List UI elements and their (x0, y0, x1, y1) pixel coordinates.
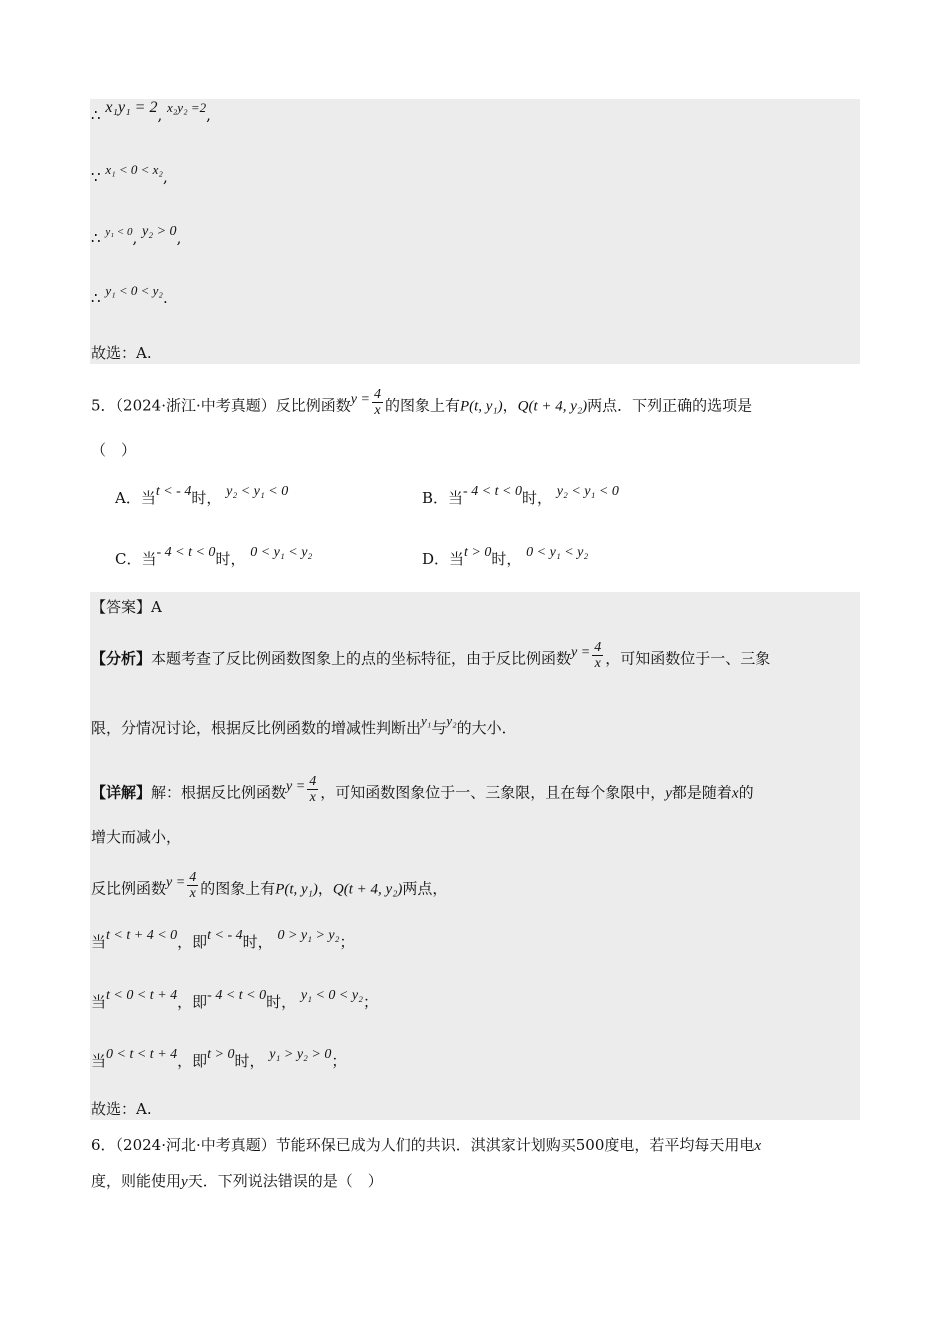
case-text: 时， (242, 933, 273, 951)
equation: x₁y₁ = 2 (105, 99, 158, 116)
option-text: 时， (215, 550, 246, 568)
question-6-line-2 (91, 1171, 383, 1192)
analysis-text: ，可知函数位于一、三象 (605, 649, 771, 668)
option-text: 时， (191, 489, 222, 507)
solution-line-1 (91, 99, 211, 126)
question-text: 天．下列说法错误的是（ ） (187, 1172, 383, 1190)
variable-y: y (665, 785, 672, 802)
separator: ， (317, 879, 333, 898)
case-text: ，即 (177, 933, 208, 951)
question-6-line-1 (91, 1135, 761, 1156)
question-text: 两点．下列正确的选项是 (587, 396, 753, 415)
case-text: 当 (91, 1052, 107, 1070)
option-condition: - 4 < t < 0 (463, 484, 522, 499)
detail-line-1 (91, 774, 754, 809)
case-line-2 (91, 988, 378, 1014)
comma: , (162, 168, 168, 186)
comma: , (176, 229, 182, 247)
option-d[interactable] (422, 545, 589, 571)
denominator: x (594, 656, 601, 671)
therefore-symbol: ∴ (91, 289, 101, 307)
case-line-1 (91, 928, 355, 954)
function-lhs: y = (350, 391, 370, 407)
option-label: D．当 (422, 550, 465, 568)
detail-text: 反比例函数 (91, 879, 167, 898)
period: . (162, 289, 168, 307)
case-condition: t > 0 (207, 1047, 235, 1062)
point-p: P(t, y₁) (275, 881, 318, 898)
option-label: C．当 (115, 550, 157, 568)
numerator: 4 (189, 870, 197, 885)
analysis-text: 本题考查了反比例函数图象上的点的坐标特征，由于反比例函数 (151, 649, 572, 668)
option-condition: t < - 4 (155, 484, 192, 499)
case-end: ； (362, 993, 378, 1011)
function-lhs: y = (286, 778, 306, 794)
question-5-stem (91, 387, 753, 422)
case-end: ； (339, 933, 355, 951)
numerator: 4 (594, 640, 602, 655)
analysis-text: 的大小． (456, 719, 517, 737)
case-text: ，即 (177, 993, 208, 1011)
inequality: x₁ < 0 < x₂ (105, 162, 163, 177)
detail-text: 解：根据反比例函数 (151, 783, 287, 802)
detail-label: 【详解】 (91, 783, 152, 802)
fraction-4-over-x (372, 387, 383, 418)
detail-text: 的图象上有 (200, 879, 276, 898)
fraction-4-over-x (307, 774, 318, 805)
y1: y₁ (421, 713, 432, 728)
case-result: y₁ < 0 < y₂ (300, 988, 363, 1003)
denominator: x (309, 790, 316, 805)
question-text: 6．（2024·河北·中考真题）节能环保已成为人们的共识．淇淇家计划购买500度电，若平均每天用电 (91, 1136, 755, 1154)
case-result: 0 > y₁ > y₂ (277, 928, 340, 943)
option-result: 0 < y₁ < y₂ (250, 545, 313, 560)
option-b[interactable] (422, 484, 619, 510)
function-lhs: y = (571, 644, 591, 660)
answer-line: 【答案】A (91, 598, 162, 616)
case-condition: t < t + 4 < 0 (106, 928, 178, 943)
question-text: 5．（2024·浙江·中考真题）反比例函数 (91, 396, 351, 415)
therefore-symbol: ∴ (91, 229, 101, 247)
case-condition: t < - 4 (207, 928, 243, 943)
case-condition: - 4 < t < 0 (207, 988, 267, 1003)
solution-block (90, 99, 860, 364)
option-text: 时， (521, 489, 552, 507)
option-text: 时， (491, 550, 522, 568)
solution-line-3 (91, 224, 182, 250)
option-result: y₂ < y₁ < 0 (226, 484, 289, 499)
detail-text: 都是随着 (671, 783, 732, 802)
fraction-4-over-x (187, 870, 198, 901)
comma: , (132, 229, 138, 247)
inequality: y₁ < 0 (105, 226, 133, 238)
detail-line-3 (91, 870, 448, 905)
option-a[interactable] (115, 484, 289, 510)
numerator: 4 (373, 387, 381, 402)
solution-line-4 (91, 283, 168, 309)
analysis-text: 限，分情况讨论，根据反比例函数的增减性判断出 (91, 719, 422, 737)
case-condition: 0 < t < t + 4 (106, 1047, 178, 1062)
option-condition: - 4 < t < 0 (156, 545, 216, 560)
analysis-label: 【分析】 (91, 649, 152, 668)
detail-text: 的 (738, 783, 754, 802)
option-condition: t > 0 (464, 545, 492, 560)
inequality: y₁ < 0 < y₂ (105, 283, 163, 298)
variable-x: x (754, 1138, 762, 1154)
function-lhs: y = (166, 874, 186, 890)
denominator: x (189, 886, 196, 901)
detail-line-2: 增大而减小， (91, 828, 182, 846)
point-q: Q(t + 4, y₂) (517, 398, 588, 415)
separator: ， (502, 396, 518, 415)
detail-text: ，可知函数图象位于一、三象限，且在每个象限中， (320, 783, 666, 802)
case-text: 时， (266, 993, 297, 1011)
case-result: y₁ > y₂ > 0 (269, 1047, 332, 1062)
analysis-line-1 (91, 640, 771, 675)
solution-line-2 (91, 162, 168, 188)
denominator: x (374, 403, 381, 418)
comma: , (157, 106, 163, 124)
case-line-3 (91, 1047, 347, 1073)
inequality: y₂ > 0 (142, 224, 177, 239)
point-q: Q(t + 4, y₂) (332, 881, 403, 898)
equation: x₂y₂ =2 (167, 100, 207, 115)
comma: , (206, 106, 211, 124)
option-label: A．当 (115, 489, 156, 507)
case-condition: t < 0 < t + 4 (106, 988, 178, 1003)
option-label: B．当 (422, 489, 464, 507)
question-text: 度，则能使用 (91, 1172, 182, 1190)
numerator: 4 (309, 774, 317, 789)
variable-x: x (731, 785, 739, 802)
case-text: 当 (91, 993, 107, 1011)
detail-text: 两点， (402, 879, 448, 898)
because-symbol: ∵ (91, 168, 101, 186)
question-text: 的图象上有 (384, 396, 460, 415)
analysis-text: 与 (431, 719, 447, 737)
choice-line: 故选：A. (91, 1100, 152, 1118)
case-end: ； (331, 1052, 347, 1070)
y2: y₂ (446, 713, 457, 728)
point-p: P(t, y₁) (459, 398, 503, 415)
case-text: 当 (91, 933, 107, 951)
fraction-4-over-x (592, 640, 603, 671)
option-result: 0 < y₁ < y₂ (526, 545, 589, 560)
option-result: y₂ < y₁ < 0 (556, 484, 619, 499)
analysis-line-2 (91, 713, 517, 739)
question-5-paren: （ ） (91, 441, 137, 459)
variable-y: y (181, 1174, 188, 1190)
option-c[interactable] (115, 545, 313, 571)
case-text: 时， (234, 1052, 265, 1070)
choice-line: 故选：A. (91, 344, 152, 362)
therefore-symbol: ∴ (91, 106, 101, 124)
case-text: ，即 (177, 1052, 208, 1070)
